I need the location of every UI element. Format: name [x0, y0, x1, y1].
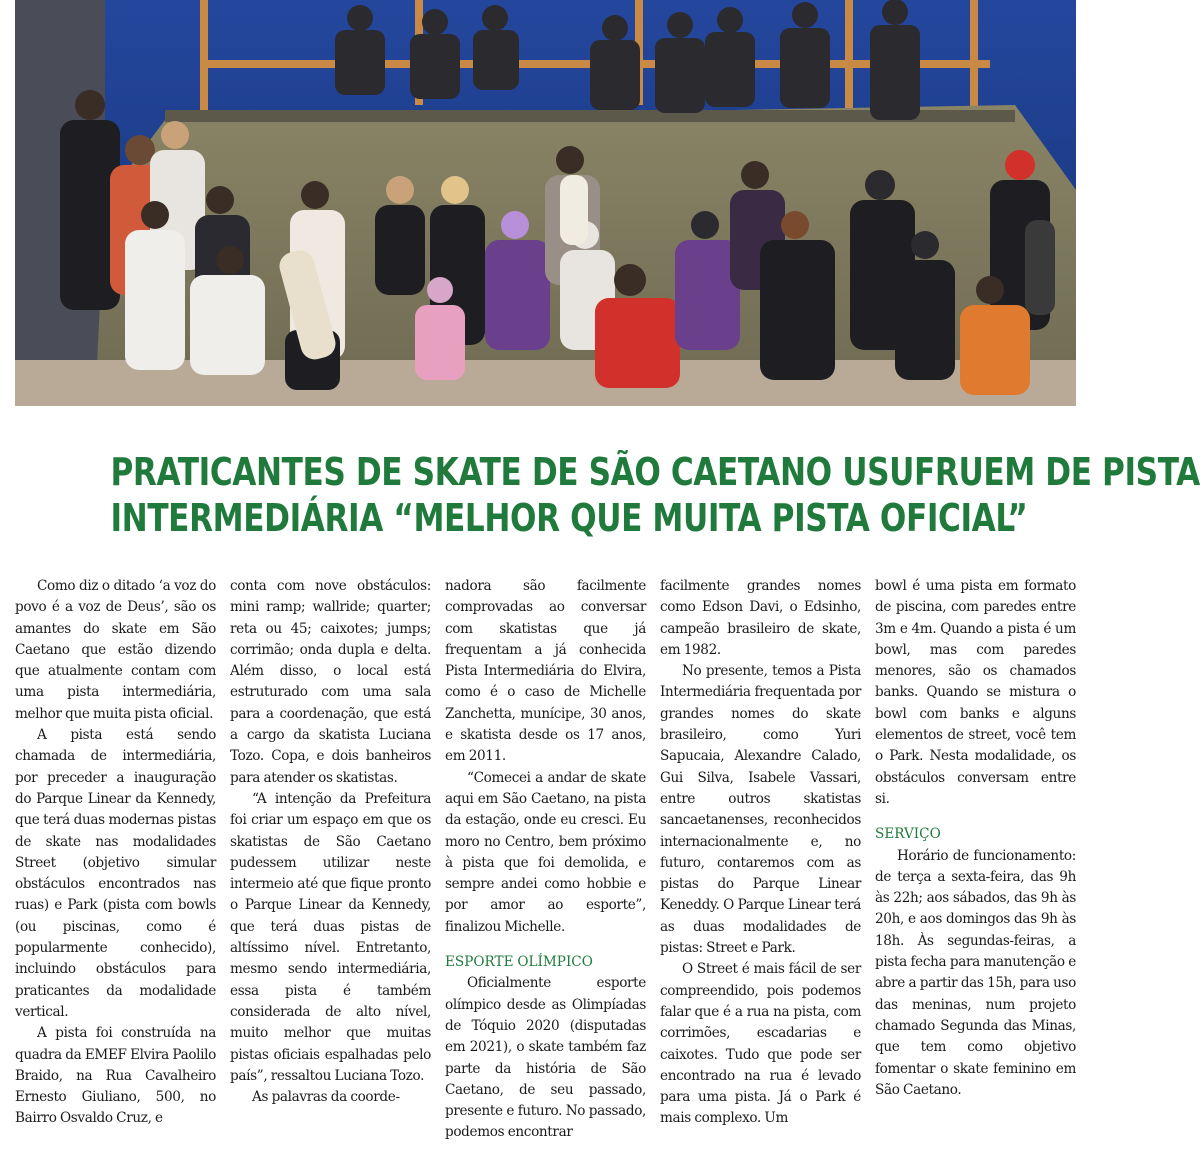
column-4	[660, 576, 861, 1146]
paragraph: “Comecei a andar de skate aqui em São Caetano, na pista da estação, onde eu cresci. Eu moro no Centro, bem próximo à pista que foi demolida, e sempre andei como hobbie e por amor ao esporte”, finalizou Michelle.	[445, 769, 646, 935]
paragraph: O Street é mais fácil de ser compreendido, pois podemos falar que é a rua na pista, com corrimões, escadarias e caixotes. Tudo que pode ser encontrado na rua é levado para uma pista. Já o Park é mais complexo. Um	[660, 961, 861, 1127]
group-photo-icon	[15, 0, 1076, 406]
group-photo	[15, 0, 1076, 406]
paragraph: A pista foi construída na quadra da EMEF Elvira Paolilo Braido, na Rua Cavalheiro Ernesto Giuliano, 500, no Bairro Osvaldo Cruz, e	[15, 1025, 216, 1127]
column-1	[15, 576, 216, 1146]
paragraph: conta com nove obstáculos: mini ramp; wallride; quarter; reta ou 45; caixotes; jumps; corrimão; onda dupla e delta. Além disso, o local está estruturado com uma sala para a coordenação, que está a cargo da skatista Luciana Tozo. Copa, e dois banheiros para atender os skatistas.	[230, 578, 431, 786]
column-5	[875, 576, 1076, 1146]
article-body	[15, 576, 1077, 1146]
column-2	[230, 576, 431, 1146]
paragraph: “A intenção da Prefeitura foi criar um espaço em que os skatistas de São Caetano pudessem utilizar neste intermeio até que fique pronto o Parque Linear da Kennedy, que terá duas pistas de altíssimo nível. Entretanto, mesmo sendo intermediária, essa pista é também considerada de alto nível, muito melhor que muitas pistas oficiais espalhadas pelo país”, ressaltou Luciana Tozo.	[230, 790, 431, 1084]
subhead-servico: SERVIÇO	[875, 826, 941, 843]
paragraph: nadora são facilmente comprovadas ao conversar com skatistas que já frequentam a já conhecida Pista Intermediária do Elvira, como é o caso de Michelle Zanchetta, munícipe, 30 anos, e skatista desde os 17 anos, em 2011.	[445, 578, 646, 765]
headline	[110, 449, 1200, 541]
paragraph: bowl é uma pista em formato de piscina, com paredes entre 3m e 4m. Quando a pista é um bowl, mas com paredes menores, são os chamados banks. Quando se mistura o bowl com banks e alguns elementos de street, você tem o Park. Nesta modalidade, os obstáculos conversam entre si.	[875, 578, 1076, 807]
paragraph: Oficialmente esporte olímpico desde as Olimpíadas de Tóquio 2020 (disputadas em 2021), o skate também faz parte da história de São Caetano, de seu passado, presente e futuro. No passado, podemos encontrar	[445, 975, 646, 1141]
subhead-esporte-olimpico: ESPORTE OLÍMPICO	[445, 954, 593, 971]
headline-line-2: INTERMEDIÁRIA “MELHOR QUE MUITA PISTA OFICIAL”	[110, 496, 1028, 541]
paragraph: Horário de funcionamento: de terça a sexta-feira, das 9h às 22h; aos sábados, das 9h às 20h, e aos domingos das 9h às 18h. Às segundas-feiras, a pista fecha para manutenção e abre a partir das 15h, para uso das meninas, num projeto chamado Segunda das Minas, que tem como objetivo fomentar o skate feminino em São Caetano.	[875, 847, 1076, 1098]
headline-line-1: PRATICANTES DE SKATE DE SÃO CAETANO USUFRUEM DE PISTA	[110, 450, 1200, 495]
paragraph: facilmente grandes nomes como Edson Davi, o Edsinho, campeão brasileiro de skate, em 1982.	[660, 578, 861, 658]
paragraph: A pista está sendo chamada de intermediária, por preceder a inauguração do Parque Linear da Kennedy, que terá duas modernas pistas de skate nas modalidades Street (objetivo simular obstáculos encontrados nas ruas) e Park (pista com bowls (ou piscinas, como é popularmente conhecido), incluindo obstáculos para praticantes da modalidade vertical.	[15, 727, 216, 1020]
paragraph: As palavras da coorde-	[252, 1089, 400, 1106]
paragraph: No presente, temos a Pista Intermediária frequentada por grandes nomes do skate brasileiro, como Yuri Sapucaia, Alexandre Calado, Gui Silva, Isabele Vassari, entre outros skatistas sancaetanenses, reconhecidos internacionalmente e, no futuro, contaremos com as pistas do Parque Linear Keneddy. O Parque Linear terá as duas modalidades de pistas: Street e Park.	[660, 663, 861, 957]
column-3	[445, 576, 646, 1146]
paragraph: Como diz o ditado ‘a voz do povo é a voz de Deus’, são os amantes do skate em São Caetano que estão dizendo que atualmente contam com uma pista intermediária, melhor que muita pista oficial.	[15, 578, 216, 722]
